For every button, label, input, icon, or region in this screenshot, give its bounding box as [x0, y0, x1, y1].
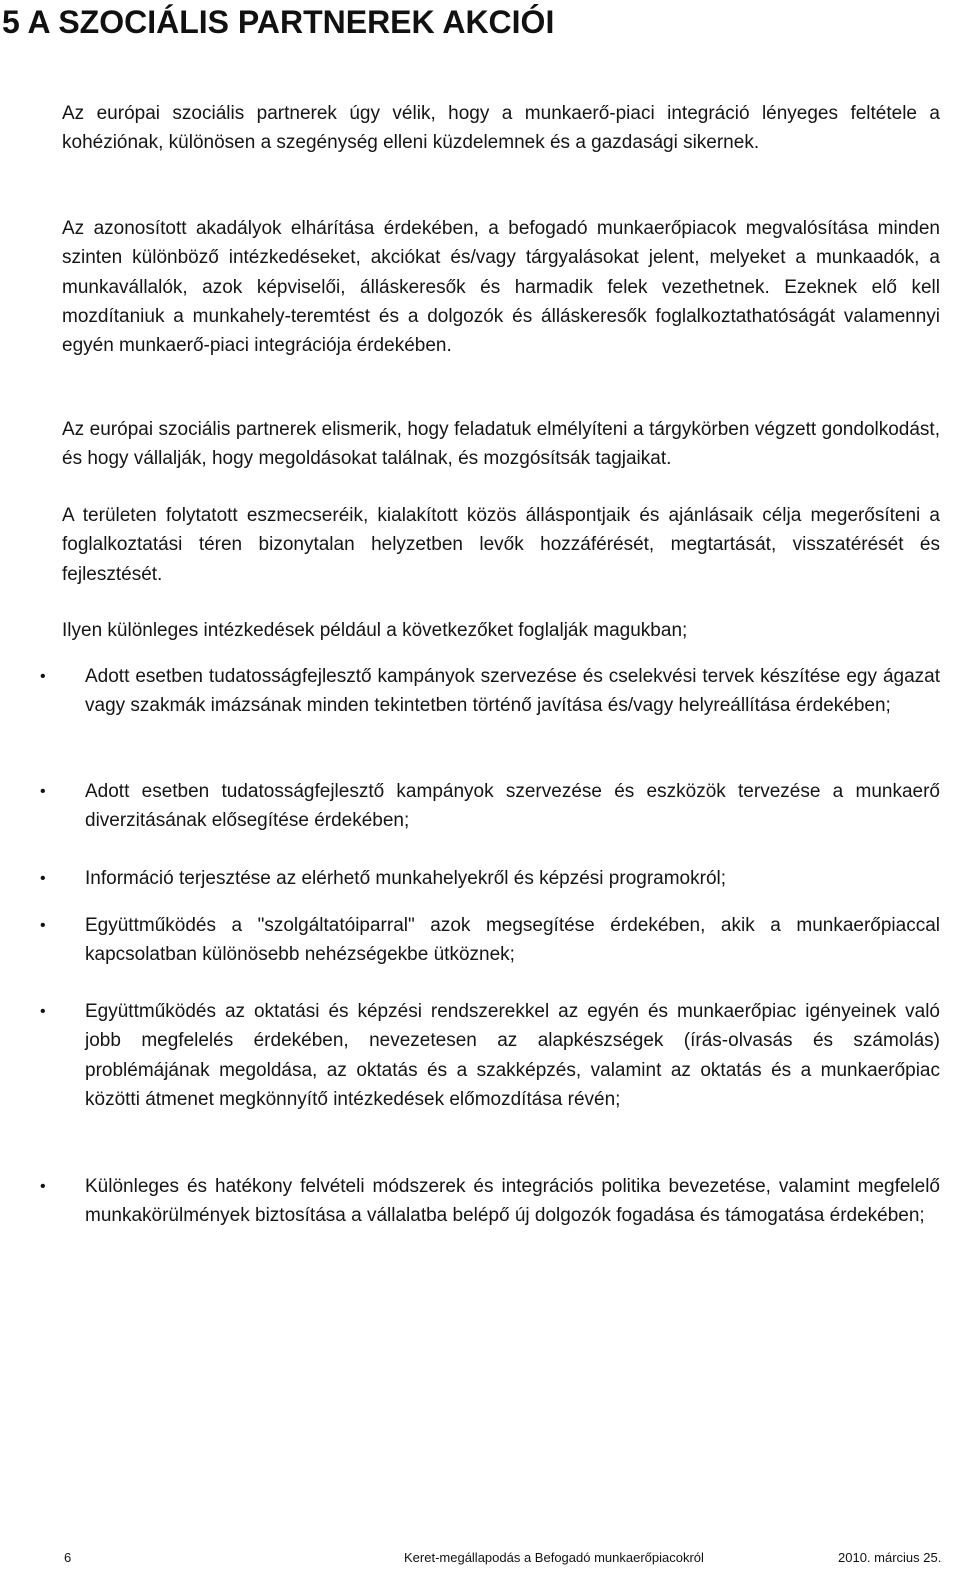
page-footer	[0, 1550, 960, 1570]
paragraph-obstacles: Az azonosított akadályok elhárítása érdekében, a befogadó munkaerőpiacok megvalósítása minden szinten különböző intézkedéseket, akciókat és/vagy tárgyalásokat jelent, melyeket a munkaadók, a munkavállalók, azok képviselői, álláskeresők és harmadik felek vezethetnek. Ezeknek elő kell mozdítaniuk a munkahely-teremtést és a dolgozók és álláskeresők foglalkoztathatóságát valamennyi egyén munkaerő-piaci integrációja érdekében.	[62, 218, 940, 357]
footer-date: 2010. március 25.	[838, 1550, 942, 1565]
paragraph-goals: A területen folytatott eszmecseréik, kialakított közös álláspontjaik és ajánlásaik célja megerősíteni a foglalkoztatási téren bizonytalan helyzetben levők hozzáférését, megtartását, visszatérését és fejlesztését.	[62, 505, 940, 585]
list-item-text: Adott esetben tudatosságfejlesztő kampányok szervezése és cselekvési tervek készítése egy ágazat vagy szakmák imázsának minden tekintetben történő javítása és/vagy helyreállítása érdekében;	[85, 666, 940, 717]
list-item	[40, 864, 940, 893]
bullet-icon: •	[40, 668, 46, 685]
list-item-text: Különleges és hatékony felvételi módszerek és integrációs politika bevezetése, valamint megfelelő munkakörülmények biztosítása a vállalatba belépő új dolgozók fogadása és támogatása érdekében;	[85, 1176, 940, 1227]
list-intro: Ilyen különleges intézkedések például a következőket foglalják magukban;	[62, 620, 688, 641]
footer-document-title: Keret-megállapodás a Befogadó munkaerőpiacokról	[404, 1550, 704, 1565]
footer-page-number: 6	[64, 1550, 72, 1565]
paragraph-intro: Az európai szociális partnerek úgy vélik, hogy a munkaerő-piaci integráció lényeges feltétele a kohéziónak, különösen a szegénység elleni küzdelemnek és a gazdasági sikernek.	[62, 103, 940, 154]
bullet-icon: •	[40, 1178, 46, 1195]
list-item	[40, 911, 940, 970]
list-item	[40, 777, 940, 836]
paragraph-commitment: Az európai szociális partnerek elismerik, hogy feladatuk elmélyíteni a tárgykörben végzett gondolkodást, és hogy vállalják, hogy megoldásokat találnak, és mozgósítsák tagjaikat.	[62, 419, 940, 470]
bullet-icon: •	[40, 783, 46, 800]
list-item-text: Adott esetben tudatosságfejlesztő kampányok szervezése és eszközök tervezése a munkaerő diverzitásának elősegítése érdekében;	[85, 781, 940, 832]
list-item	[40, 1172, 940, 1231]
bullet-icon: •	[40, 870, 46, 887]
list-item	[40, 997, 940, 1114]
list-item	[40, 662, 940, 721]
list-item-text: Információ terjesztése az elérhető munkahelyekről és képzési programokról;	[85, 868, 727, 889]
page-title: 5 A SZOCIÁLIS PARTNEREK AKCIÓI	[2, 4, 555, 40]
bullet-icon: •	[40, 917, 46, 934]
bullet-icon: •	[40, 1003, 46, 1020]
list-item-text: Együttműködés az oktatási és képzési rendszerekkel az egyén és munkaerőpiac igényeinek való jobb megfelelés érdekében, nevezetesen az alapkészségek (írás-olvasás és számolás) problémájának megoldása, az oktatás és a szakképzés, valamint az oktatás és a munkaerőpiac közötti átmenet megkönnyítő intézkedések előmozdítása révén;	[85, 1001, 940, 1110]
list-item-text: Együttműködés a "szolgáltatóiparral" azok megsegítése érdekében, akik a munkaerőpiaccal kapcsolatban különösebb nehézségekbe ütköznek;	[85, 915, 940, 966]
